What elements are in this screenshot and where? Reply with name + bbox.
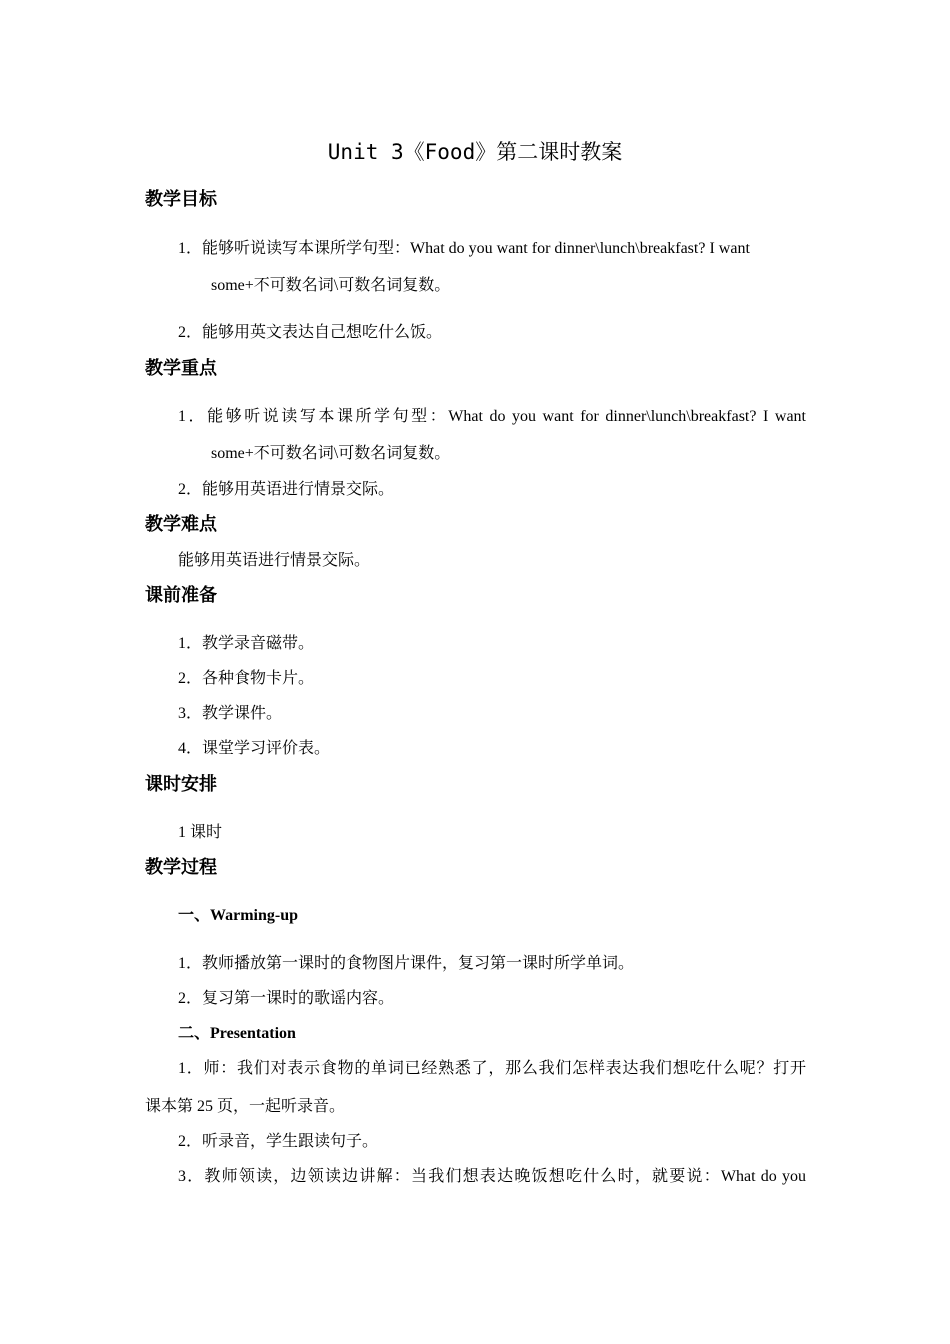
heading-process: 教学过程 (145, 857, 217, 878)
heading-difficulties: 教学难点 (145, 514, 217, 535)
presentation-item-3: 3．教师领读，边领读边讲解：当我们想表达晚饭想吃什么时，就要说：What do you (178, 1168, 806, 1185)
page-title: Unit 3《Food》第二课时教案 (327, 140, 623, 164)
heading-objectives: 教学目标 (145, 189, 217, 210)
warmup-item: 2．复习第一课时的歌谣内容。 (178, 990, 395, 1007)
preparation-item: 3．教学课件。 (178, 705, 283, 722)
preparation-item: 4．课堂学习评价表。 (178, 740, 331, 757)
warmup-item: 1．教师播放第一课时的食物图片课件，复习第一课时所学单词。 (178, 955, 635, 972)
difficulties-text: 能够用英语进行情景交际。 (178, 552, 371, 569)
presentation-item-1-line-1: 1．师：我们对表示食物的单词已经熟悉了，那么我们怎样表达我们想吃什么呢？打开 (178, 1060, 806, 1077)
key-point-item-1-line-1: 1．能够听说读写本课所学句型：What do you want for dinner\lunch\breakfast? I want (178, 408, 806, 425)
objective-item-1-line-2: some+不可数名词\可数名词复数。 (211, 277, 451, 294)
key-point-item-1-line-2: some+不可数名词\可数名词复数。 (211, 445, 451, 462)
presentation-item-1-line-2: 课本第 25 页，一起听录音。 (145, 1098, 346, 1115)
objective-item-1-line-1: 1．能够听说读写本课所学句型：What do you want for dinner\lunch\breakfast? I want (178, 240, 750, 257)
objective-item-2: 2．能够用英文表达自己想吃什么饭。 (178, 324, 443, 341)
preparation-item: 1．教学录音磁带。 (178, 635, 315, 652)
presentation-title: 二、Presentation (178, 1025, 296, 1042)
key-point-item-2: 2．能够用英语进行情景交际。 (178, 481, 395, 498)
preparation-item: 2．各种食物卡片。 (178, 670, 315, 687)
heading-preparation: 课前准备 (145, 585, 217, 606)
presentation-item-2: 2．听录音，学生跟读句子。 (178, 1133, 379, 1150)
warmup-title: 一、Warming-up (178, 907, 299, 924)
schedule-text: 1 课时 (178, 824, 223, 841)
heading-key-points: 教学重点 (145, 358, 217, 379)
heading-schedule: 课时安排 (145, 774, 217, 795)
